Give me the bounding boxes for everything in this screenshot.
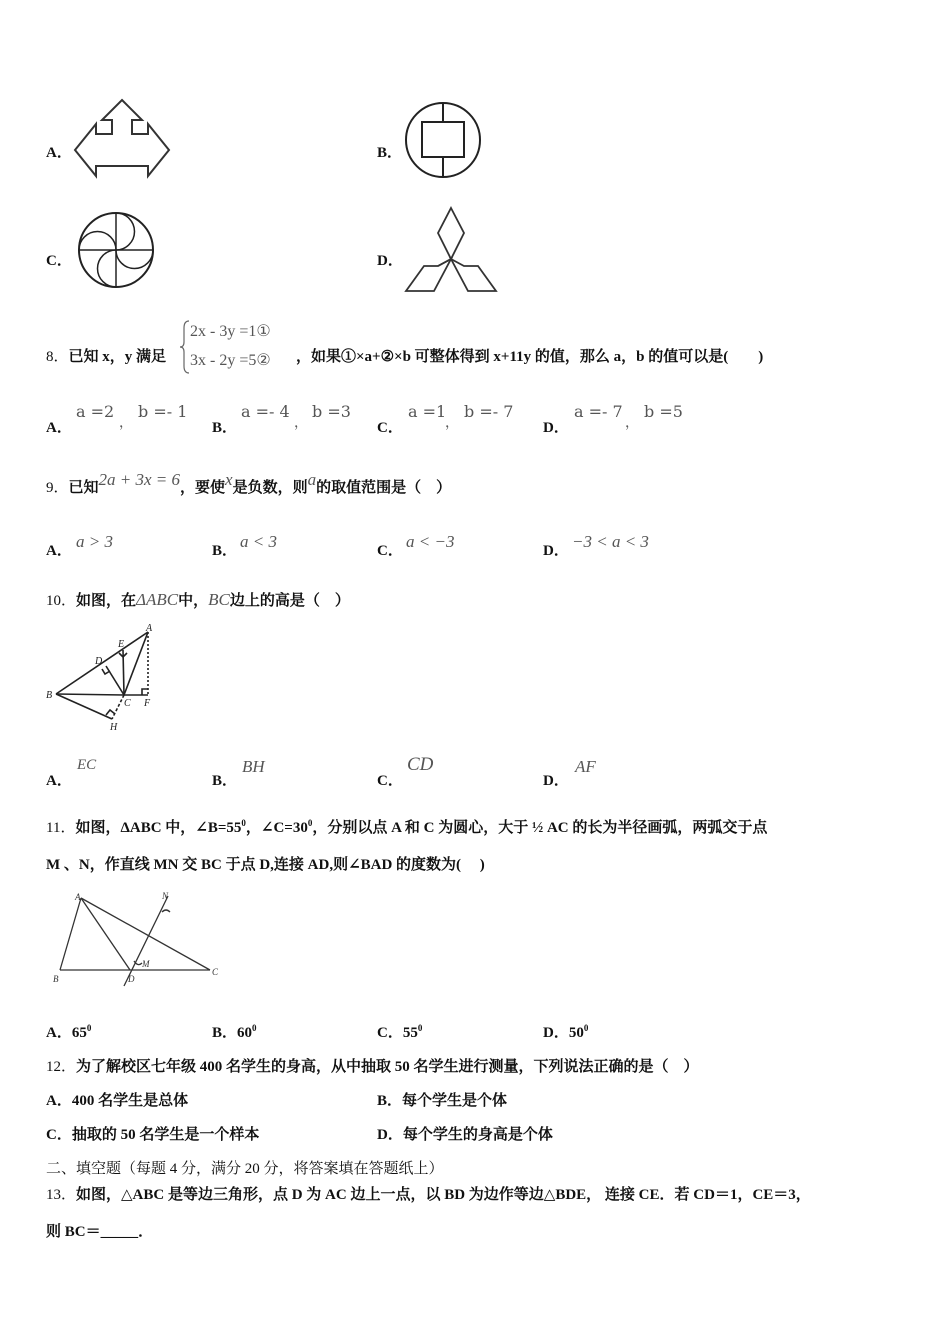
- q10-option-d-label: D．: [543, 773, 569, 789]
- q11-sup-c: 0: [307, 818, 313, 828]
- q12-text: 为了解校区七年级 400 名学生的身高，从中抽取 50 名学生进行测量，下列说法正确的是（ ）: [76, 1059, 699, 1075]
- q11-label-d: D: [128, 974, 135, 984]
- q12-stem: [46, 1055, 699, 1076]
- q9-option-a-label: A．: [46, 543, 72, 559]
- q10-label-b: B: [46, 690, 53, 701]
- q11-label-a: A: [75, 892, 81, 902]
- q9-stem: [46, 470, 452, 497]
- q9-t2: ，要使: [180, 480, 226, 496]
- q7-option-d-label: D．: [377, 253, 403, 269]
- q9-option-b-expr: a < 3: [240, 532, 277, 551]
- q10-bc: BC: [208, 590, 230, 609]
- q8-brace: [180, 320, 190, 374]
- q11-figure-triangle: [48, 890, 228, 990]
- q10-t3: 边上的高是（ ）: [229, 593, 350, 609]
- q11-line1-c: ，∠C=30: [245, 820, 308, 836]
- q8-text-pre: 已知 x，y 满足: [68, 349, 167, 365]
- q11-label-m: M: [142, 959, 150, 969]
- q11-option-c-value: 55: [402, 1025, 418, 1041]
- q10-option-a-expr: EC: [77, 757, 97, 773]
- section-2-title: 二、填空题（每题 4 分，满分 20 分，将答案填在答题纸上）: [46, 1161, 444, 1177]
- q11-option-a-label: A．: [46, 1025, 72, 1041]
- q11-option-c: [377, 1021, 422, 1042]
- q10-option-a-label: A．: [46, 773, 72, 789]
- q9-option-b-label: B．: [212, 543, 238, 559]
- q8-text-post: ，如果①×a+②×b 可整体得到 x+11y 的值，那么 a，b 的值可以是( ): [296, 349, 764, 365]
- q9-t4: 的取值范围是（ ）: [316, 480, 452, 496]
- q8-option-a-label: A．: [46, 420, 72, 436]
- q11-line1-a: 如图，ΔABC 中，∠B=55: [75, 820, 242, 836]
- q11-option-d-sup: 0: [583, 1023, 589, 1033]
- q12-option-c: [46, 1123, 259, 1144]
- q10-triangle: ΔABC: [136, 590, 179, 609]
- q10-label-c: C: [124, 698, 131, 709]
- q11-option-a-value: 65: [71, 1025, 87, 1041]
- q9-option-c-expr: a < −3: [406, 532, 455, 551]
- q9-var-x: x: [225, 470, 233, 489]
- q10-option-b-expr: BH: [242, 757, 265, 776]
- q10-label-h: H: [110, 722, 118, 733]
- q10-label-e: E: [118, 639, 125, 650]
- q13-line1: [46, 1183, 811, 1204]
- q7-option-c-label: C．: [46, 253, 72, 269]
- q12-option-d: [377, 1123, 553, 1144]
- q9-var-a: a: [307, 470, 317, 489]
- q11-label-b: B: [53, 974, 59, 984]
- q8-option-b-label: B．: [212, 420, 238, 436]
- q11-option-b: [212, 1021, 257, 1042]
- q10-figure-triangle: [44, 622, 168, 734]
- q12-option-a-text: 400 名学生是总体: [71, 1093, 189, 1109]
- q9-number: 9．: [46, 480, 69, 496]
- q12-number: 12．: [46, 1059, 77, 1075]
- q8-option-a-b: b =- 1: [138, 402, 188, 421]
- q9-equation: 2a + 3x = 6: [98, 470, 181, 489]
- q7-figure-circle-square: [403, 100, 483, 180]
- q11-option-b-value: 60: [237, 1025, 253, 1041]
- q8-option-b-sep: ，: [294, 415, 308, 431]
- q8-option-b-a: a =- 4: [241, 402, 290, 421]
- q12-option-c-text: 抽取的 50 名学生是一个样本: [71, 1127, 260, 1143]
- q8-option-d-label: D．: [543, 420, 569, 436]
- q12-option-b: [377, 1089, 507, 1110]
- q11-number: 11．: [46, 820, 76, 836]
- q8-option-c-a: a =1: [408, 402, 447, 421]
- q11-option-c-sup: 0: [417, 1023, 423, 1033]
- q12-option-a-label: A．: [46, 1093, 72, 1109]
- q11-option-b-sup: 0: [252, 1023, 257, 1033]
- q9-t3: 是负数，则: [232, 480, 308, 496]
- q10-t2: 中，: [178, 593, 209, 609]
- q11-option-a-sup: 0: [86, 1023, 92, 1033]
- q12-option-a: [46, 1089, 188, 1110]
- q7-option-b-label: B．: [377, 145, 403, 161]
- q11-line1: [46, 816, 767, 837]
- q11-option-a: [46, 1021, 91, 1042]
- q8-option-c-label: C．: [377, 420, 403, 436]
- q10-label-d: D: [95, 656, 103, 667]
- q9-option-d-expr: −3 < a < 3: [572, 532, 649, 551]
- q7-figure-diamonds: [404, 206, 498, 294]
- q8-equation-1: 2x - 3y =1①: [190, 323, 271, 340]
- q10-label-a: A: [146, 623, 153, 634]
- q9-option-c-label: C．: [377, 543, 403, 559]
- q7-figure-pinwheel: [76, 210, 156, 290]
- q12-option-b-label: B．: [377, 1093, 403, 1109]
- q8-option-d-a: a =- 7: [574, 402, 623, 421]
- q8-equation-2: 3x - 2y =5②: [190, 352, 271, 369]
- q9-option-d-label: D．: [543, 543, 569, 559]
- q8-option-b-b: b =3: [312, 402, 351, 421]
- q8-option-d-sep: ，: [625, 415, 639, 431]
- q8-number: 8．: [46, 349, 69, 365]
- q11-line2: M 、N，作直线 MN 交 BC 于点 D,连接 AD,则∠BAD 的度数为( ): [46, 857, 485, 873]
- q10-option-b-label: B．: [212, 773, 238, 789]
- q11-option-d-value: 50: [568, 1025, 584, 1041]
- q8-option-c-sep: ，: [445, 415, 459, 431]
- q8-option-c-b: b =- 7: [464, 402, 514, 421]
- q10-option-d-expr: AF: [575, 757, 596, 776]
- q10-stem: [46, 589, 350, 610]
- q13-number: 13．: [46, 1187, 77, 1203]
- q12-option-d-label: D．: [377, 1127, 403, 1143]
- q10-label-f: F: [144, 698, 151, 709]
- q10-t1: 如图，在: [76, 593, 137, 609]
- q11-label-c: C: [212, 967, 219, 977]
- q11-line1-rest: ，分别以点 A 和 C 为圆心，大于 ½ AC 的长为半径画弧，两弧交于点: [312, 820, 768, 836]
- q8-option-a-a: a =2: [76, 402, 115, 421]
- q8-option-a-sep: ，: [119, 415, 133, 431]
- q10-option-c-label: C．: [377, 773, 403, 789]
- q11-option-d: [543, 1021, 588, 1042]
- q7-figure-arrows: [72, 98, 172, 180]
- q8-stem: [46, 345, 166, 366]
- q8-option-d-b: b =5: [644, 402, 683, 421]
- q12-option-d-text: 每个学生的身高是个体: [402, 1127, 553, 1143]
- q11-sup-b: 0: [241, 818, 246, 828]
- q11-option-c-label: C．: [377, 1025, 403, 1041]
- q9-t1: 已知: [68, 480, 99, 496]
- q9-option-a-expr: a > 3: [76, 532, 113, 551]
- q13-line2: 则 BC＝_____．: [46, 1224, 154, 1240]
- q13-line1-text: 如图，△ABC 是等边三角形，点 D 为 AC 边上一点，以 BD 为边作等边△BDE， 连接 CE．若 CD＝1，CE＝3，: [76, 1187, 811, 1203]
- q12-option-c-label: C．: [46, 1127, 72, 1143]
- q10-number: 10．: [46, 593, 77, 609]
- q11-label-n: N: [162, 891, 169, 901]
- q10-option-c-expr: CD: [407, 754, 434, 775]
- q12-option-b-text: 每个学生是个体: [402, 1093, 508, 1109]
- q11-option-d-label: D．: [543, 1025, 569, 1041]
- q7-option-a-label: A．: [46, 145, 72, 161]
- q11-option-b-label: B．: [212, 1025, 238, 1041]
